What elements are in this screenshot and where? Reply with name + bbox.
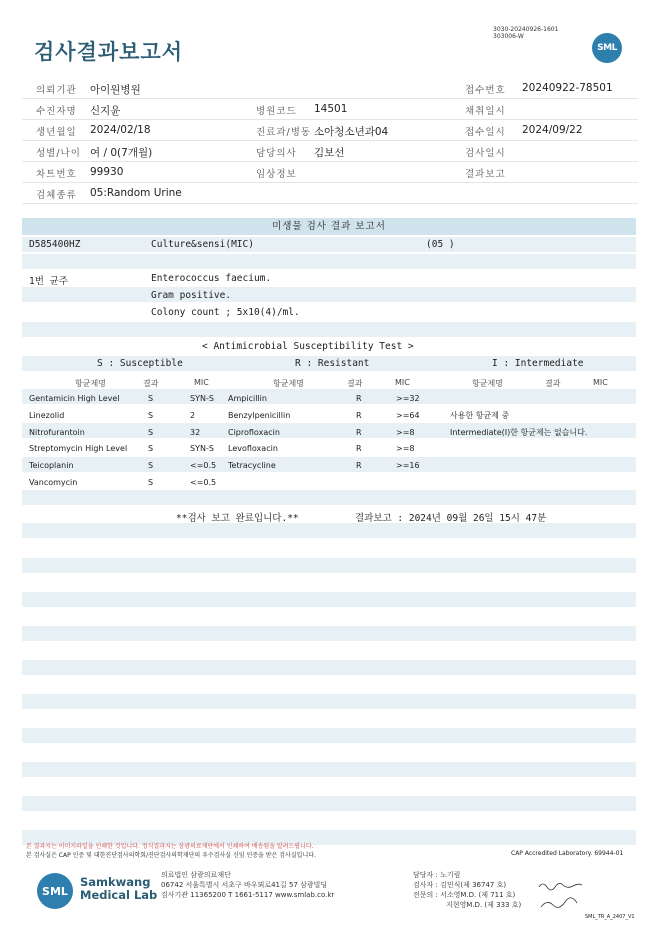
drug-name: Levofloxacin [228,444,278,454]
legend-intermediate: I : Intermediate [492,358,584,369]
drug-result: R [356,394,362,403]
info-label: 검체종류 [36,190,77,201]
drug-name: Teicoplanin [29,461,74,471]
form-code: SML_TR_A_2407_V1 [585,914,635,920]
col-header-result: 결과 [143,379,159,388]
completion-message: **검사 보고 완료입니다.** [176,513,299,524]
drug-mic: <=0.5 [190,461,217,471]
drug-mic: SYN-S [190,444,214,454]
col-header-result: 결과 [545,379,561,388]
drug-result: R [356,461,362,471]
page-title: 검사결과보고서 [34,40,184,64]
col-header-result: 결과 [347,379,363,388]
info-label: 성별/나이 [36,148,81,159]
patient-info-table [22,78,638,204]
ast-note: Intermediate(I)한 항균제는 없습니다. [450,428,588,437]
drug-mic: >=8 [396,427,415,437]
legend-resistant: R : Resistant [295,358,370,369]
drug-name: Gentamicin High Level [29,394,120,403]
staff-info: 담당자 : 노기림 검사자 : 김민식(제 36747 호) 전문의 : 서소영M.D. (제 711 호) 지현영M.D. (제 333 호) [413,871,522,909]
info-value: 여 / 0(7개월) [90,147,153,159]
row-band [22,660,636,675]
drug-mic: SYN-S [190,394,214,403]
info-row [22,162,638,183]
brand-name: Samkwang Medical Lab [80,875,158,902]
info-value: 05:Random Urine [90,187,182,199]
info-value: 14501 [314,103,348,115]
drug-name: Tetracycline [228,461,276,471]
info-value: 2024/02/18 [90,124,151,136]
row-band [22,287,636,302]
sml-logo: SML [592,33,622,63]
row-band [22,694,636,709]
drug-result: S [148,394,154,403]
info-label: 수진자명 [36,106,77,117]
drug-name: Ciprofloxacin [228,427,280,437]
report-time: 결과보고 : 2024년 09월 26일 15시 47분 [355,513,547,524]
info-label: 의뢰기관 [36,85,77,96]
info-label: 채취일시 [465,106,506,117]
col-header-mic: MIC [593,378,608,387]
col-header-mic: MIC [395,378,410,387]
info-label: 임상정보 [256,169,297,180]
info-label: 결과보고 [465,169,506,180]
info-row [22,99,638,120]
drug-result: S [148,427,154,437]
drug-result: R [356,427,362,437]
drug-name: Ampicillin [228,394,267,403]
gram-stain: Gram positive. [151,290,232,301]
row-band [22,762,636,777]
accreditation-note: 본 검사실은 CAP 인증 및 대한진단검사의학회/진단검사의학재단의 우수검사실 신임 인증을 받은 검사실입니다. [26,852,316,859]
info-value: 신지윤 [90,105,121,117]
info-label: 접수일시 [465,127,506,138]
info-label: 차트번호 [36,169,77,180]
row-band [22,626,636,641]
info-row [22,183,638,204]
row-band [22,322,636,337]
organism-label: 1번 균주 [29,276,68,287]
row-band [22,728,636,743]
info-label: 생년월일 [36,127,77,138]
col-header-drug: 항균제명 [75,379,106,388]
row-band [22,558,636,573]
organism-name: Enterococcus faecium. [151,273,272,284]
ast-note: 사용한 항균제 중 [450,411,510,420]
drug-mic: >=8 [396,444,415,454]
info-row [22,78,638,99]
col-header-drug: 항균제명 [472,379,503,388]
info-label: 담당의사 [256,148,297,159]
info-value: 99930 [90,166,124,178]
test-spec: (05 ) [426,239,455,250]
drug-mic: >=32 [396,394,420,403]
row-band [22,523,636,538]
drug-mic: >=16 [396,461,420,471]
col-header-drug: 항균제명 [273,379,304,388]
colony-count: Colony count ; 5x10(4)/ml. [151,307,300,318]
info-label: 접수번호 [465,85,506,96]
drug-name: Streptomycin High Level [29,444,128,454]
row-band [22,237,636,252]
info-label: 진료과/병동 [256,127,312,138]
info-value: 20240922-78501 [522,82,613,94]
signature-image [536,880,586,914]
cap-accreditation: CAP Accredited Laboratory. 69944-01 [511,850,624,857]
info-row [22,120,638,141]
row-band [22,796,636,811]
organization-info: 의료법인 삼광의료재단 06742 서울특별시 서초구 바우뫼로41길 57 삼광빌딩 검사기관 11365200 T 1661-5117 www.smlab.co.kr [161,871,335,899]
drug-name: Nitrofurantoin [29,427,85,437]
drug-mic: >=64 [396,410,420,420]
drug-result: S [148,478,154,487]
drug-mic: 32 [190,427,201,437]
info-label: 병원코드 [256,106,297,117]
row-band [22,457,636,472]
info-value: 아이원병원 [90,84,141,96]
drug-result: S [148,444,154,454]
document-code: 3030-20240926-1601 303006-W [493,26,559,40]
ast-title: < Antimicrobial Susceptibility Test > [202,341,414,352]
info-value: 김보선 [314,147,345,159]
drug-result: R [356,410,362,420]
drug-mic: 2 [190,410,196,420]
drug-result: S [148,461,154,471]
test-code: D585400HZ [29,239,81,250]
info-row [22,141,638,162]
sml-logo: SML [37,873,73,909]
drug-name: Benzylpenicillin [228,410,291,420]
section-title: 미생물 검사 결과 보고서 [22,218,636,235]
drug-result: R [356,444,362,454]
disclaimer: 본 결과지는 이미지파일을 인쇄한 것입니다. 정식결과지는 삼광의료재단에서 인쇄하여 배송됨을 알려드립니다. [26,843,314,850]
drug-mic: <=0.5 [190,478,217,487]
info-label: 검사일시 [465,148,506,159]
row-band [22,592,636,607]
drug-result: S [148,410,154,420]
col-header-mic: MIC [194,378,209,387]
legend-susceptible: S : Susceptible [97,358,183,369]
row-band [22,490,636,505]
drug-name: Linezolid [29,410,65,420]
row-band [22,254,636,269]
test-name: Culture&sensi(MIC) [151,239,254,250]
drug-name: Vancomycin [29,478,78,487]
info-value: 2024/09/22 [522,124,583,136]
info-value: 소아청소년과04 [314,126,389,138]
